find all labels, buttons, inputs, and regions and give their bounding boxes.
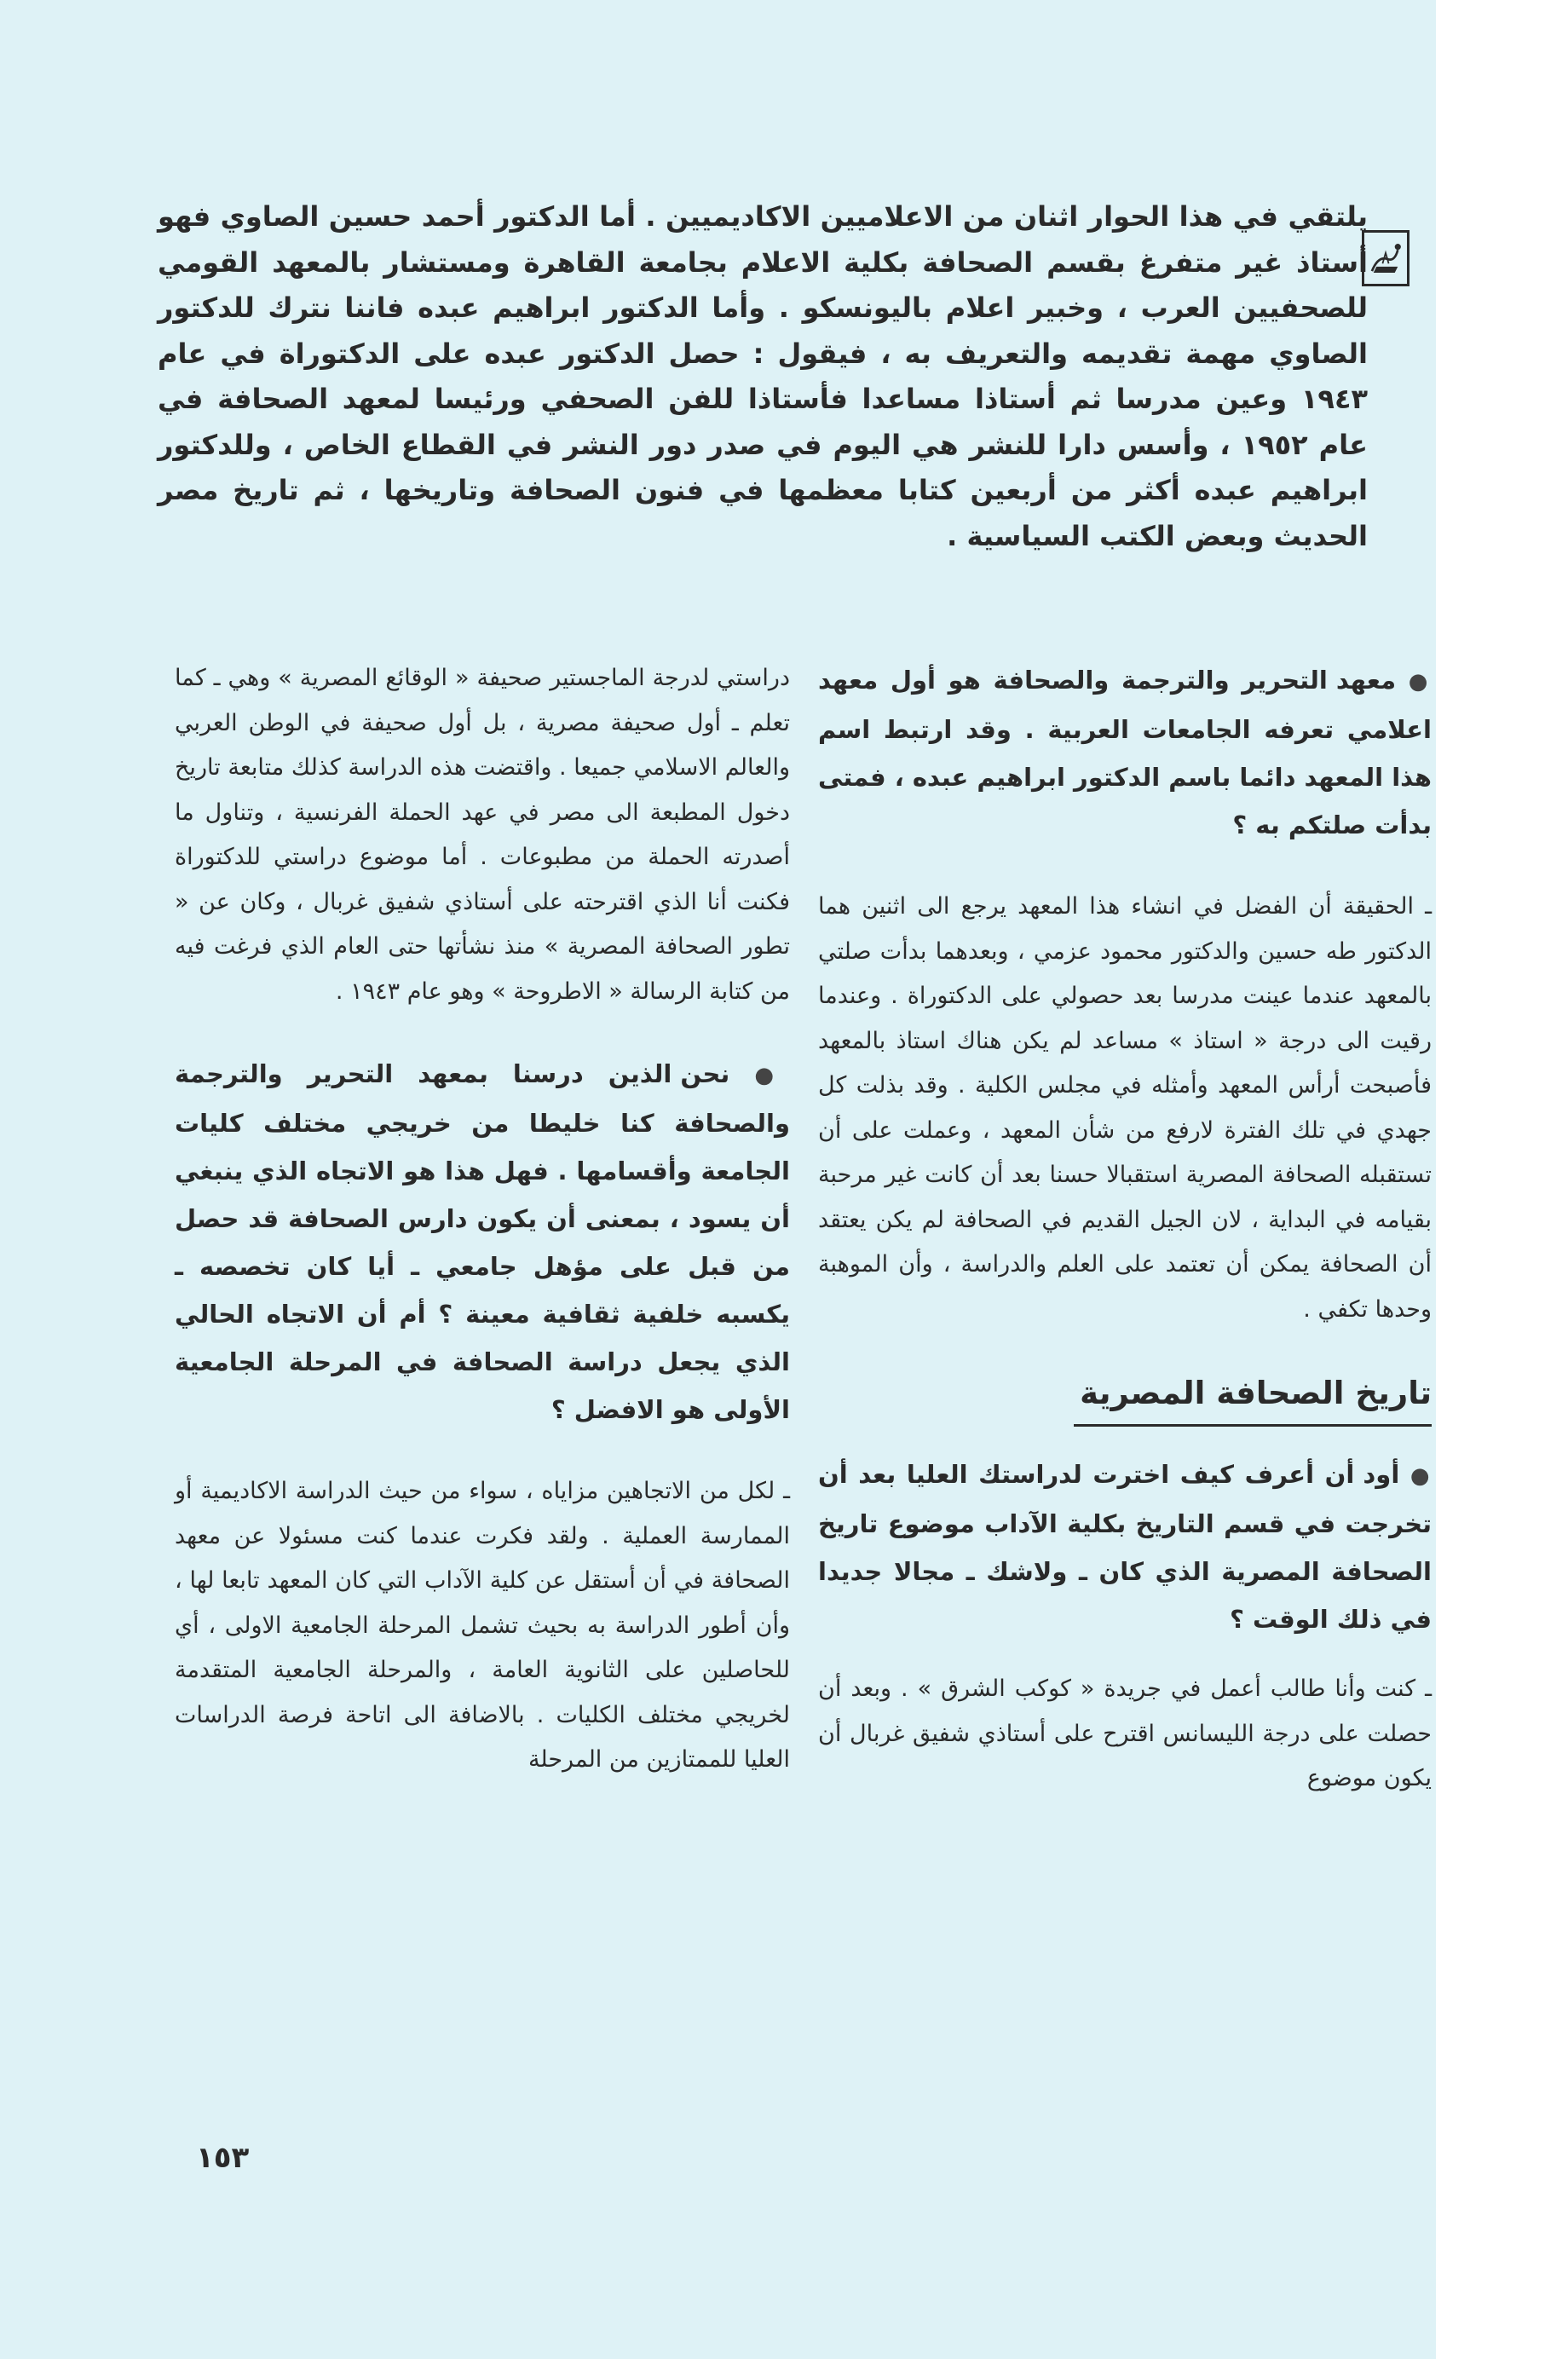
question-2 <box>818 1451 1432 1643</box>
answer-2-continued: دراستي لدرجة الماجستير صحيفة « الوقائع المصرية » وهي ـ كما تعلم ـ أول صحيفة مصرية ، بل أول صحيفة في الوطن العربي والعالم الاسلامي جميعا . واقتضت هذه الدراسة كذلك متابعة تاريخ دخول المطبعة الى مصر في عهد الحملة الفرنسية ، وتناول ما أصدرته الحملة من مطبوعات . أما موضوع دراستي للدكتوراة فكنت أنا الذي اقترحته على أستاذي شفيق غربال ، وكان عن « تطور الصحافة المصرية » منذ نشأتها حتى العام الذي فرغت فيه من كتابة الرسالة « الاطروحة » وهو عام ١٩٤٣ . <box>175 665 790 1005</box>
answer-1: ـ الحقيقة أن الفضل في انشاء هذا المعهد يرجع الى اثنين هما الدكتور طه حسين والدكتور محمود عزمي ، وبعدهما بدأت صلتي بالمعهد عندما عينت مدرسا بعد حصولي على الدكتوراة . وعندما رقيت الى درجة « استاذ » مساعد لم يكن هناك استاذ بالمعهد فأصبحت أرأس المعهد وأمثله في مجلس الكلية . وقد بذلت كل جهدي في تلك الفترة لارفع من شأن المعهد ، وعملت على أن تستقبله الصحافة المصرية استقبالا حسنا بعد أن كانت غير مرحبة بقيامه في البداية ، لان الجيل القديم في الصحافة لم يكن يعتقد أن الصحافة يمكن أن تعتمد على العلم والدراسة ، وأن الموهبة وحدها تكفي . <box>818 893 1432 1323</box>
right-column <box>818 656 1432 1802</box>
magazine-logo-icon <box>1362 230 1409 286</box>
question-1 <box>818 656 1432 849</box>
question-1-text: معهد التحرير والترجمة والصحافة هو أول معهد اعلامي تعرفه الجامعات العربية . وقد ارتبط اسم هذا المعهد دائما باسم الدكتور ابراهيم عبده ، فمتى بدأت صلتكم به ؟ <box>818 666 1432 839</box>
bullet-icon: ● <box>754 1063 791 1088</box>
page-number: ١٥٣ <box>196 2141 250 2175</box>
question-2-text: أود أن أعرف كيف اخترت لدراستك العليا بعد أن تخرجت في قسم التاريخ بكلية الآداب موضوع تاريخ الصحافة المصرية الذي كان ـ ولاشك ـ مجالا جديدا في ذلك الوقت ؟ <box>818 1460 1432 1634</box>
question-3-text: نحن الذين درسنا بمعهد التحرير والترجمة والصحافة كنا خليطا من خريجي مختلف كليات الجامعة وأقسامها . فهل هذا هو الاتجاه الذي ينبغي أن يسود ، بمعنى أن يكون دارس الصحافة قد حصل من قبل على مؤهل جامعي ـ أيا كان تخصصه ـ يكسبه خلفية ثقافية معينة ؟ أم أن الاتجاه الحالي الذي يجعل دراسة الصحافة في المرحلة الجامعية الأولى هو الافضل ؟ <box>175 1059 790 1424</box>
bullet-icon: ● <box>1408 669 1432 695</box>
left-column <box>175 656 790 1783</box>
intro-paragraph: يلتقي في هذا الحوار اثنان من الاعلاميين الاكاديميين . أما الدكتور أحمد حسين الصاوي فهو أستاذ غير متفرغ بقسم الصحافة بكلية الاعلام بجامعة القاهرة ومستشار بالمعهد القومي للصحفيين العرب ، وخبير اعلام باليونسكو . وأما الدكتور ابراهيم عبده فاننا نترك للدكتور الصاوي مهمة تقديمه والتعريف به ، فيقول : حصل الدكتور عبده على الدكتوراة في عام ١٩٤٣ وعين مدرسا ثم أستاذا مساعدا فأستاذا للفن الصحفي ورئيسا لمعهد الصحافة في عام ١٩٥٢ ، وأسس دارا للنشر هي اليوم في صدر دور النشر في القطاع الخاص ، وللدكتور ابراهيم عبده أكثر من أربعين كتابا معظمها في فنون الصحافة وتاريخها ، ثم تاريخ مصر الحديث وبعض الكتب السياسية . <box>158 200 1369 552</box>
answer-3: ـ لكل من الاتجاهين مزاياه ، سواء من حيث الدراسة الاكاديمية أو الممارسة العملية . ولقد فكرت عندما كنت مسئولا عن معهد الصحافة في أن أستقل عن كلية الآداب التي كان المعهد تابعا لها ، وأن أطور الدراسة به بحيث تشمل المرحلة الجامعية الاولى ، أي للحاصلين على الثانوية العامة ، والمرحلة الجامعية المتقدمة لخريجي مختلف الكليات . بالاضافة الى اتاحة فرصة الدراسات العليا للممتازين من المرحلة <box>175 1478 790 1773</box>
answer-2: ـ كنت وأنا طالب أعمل في جريدة « كوكب الشرق » . وبعد أن حصلت على درجة الليسانس اقترح على أستاذي شفيق غربال أن يكون موضوع <box>818 1676 1432 1791</box>
section-heading-wrap <box>818 1368 1432 1427</box>
section-heading: تاريخ الصحافة المصرية <box>1074 1368 1432 1427</box>
question-3 <box>175 1050 790 1433</box>
bullet-icon: ● <box>1409 1463 1432 1489</box>
